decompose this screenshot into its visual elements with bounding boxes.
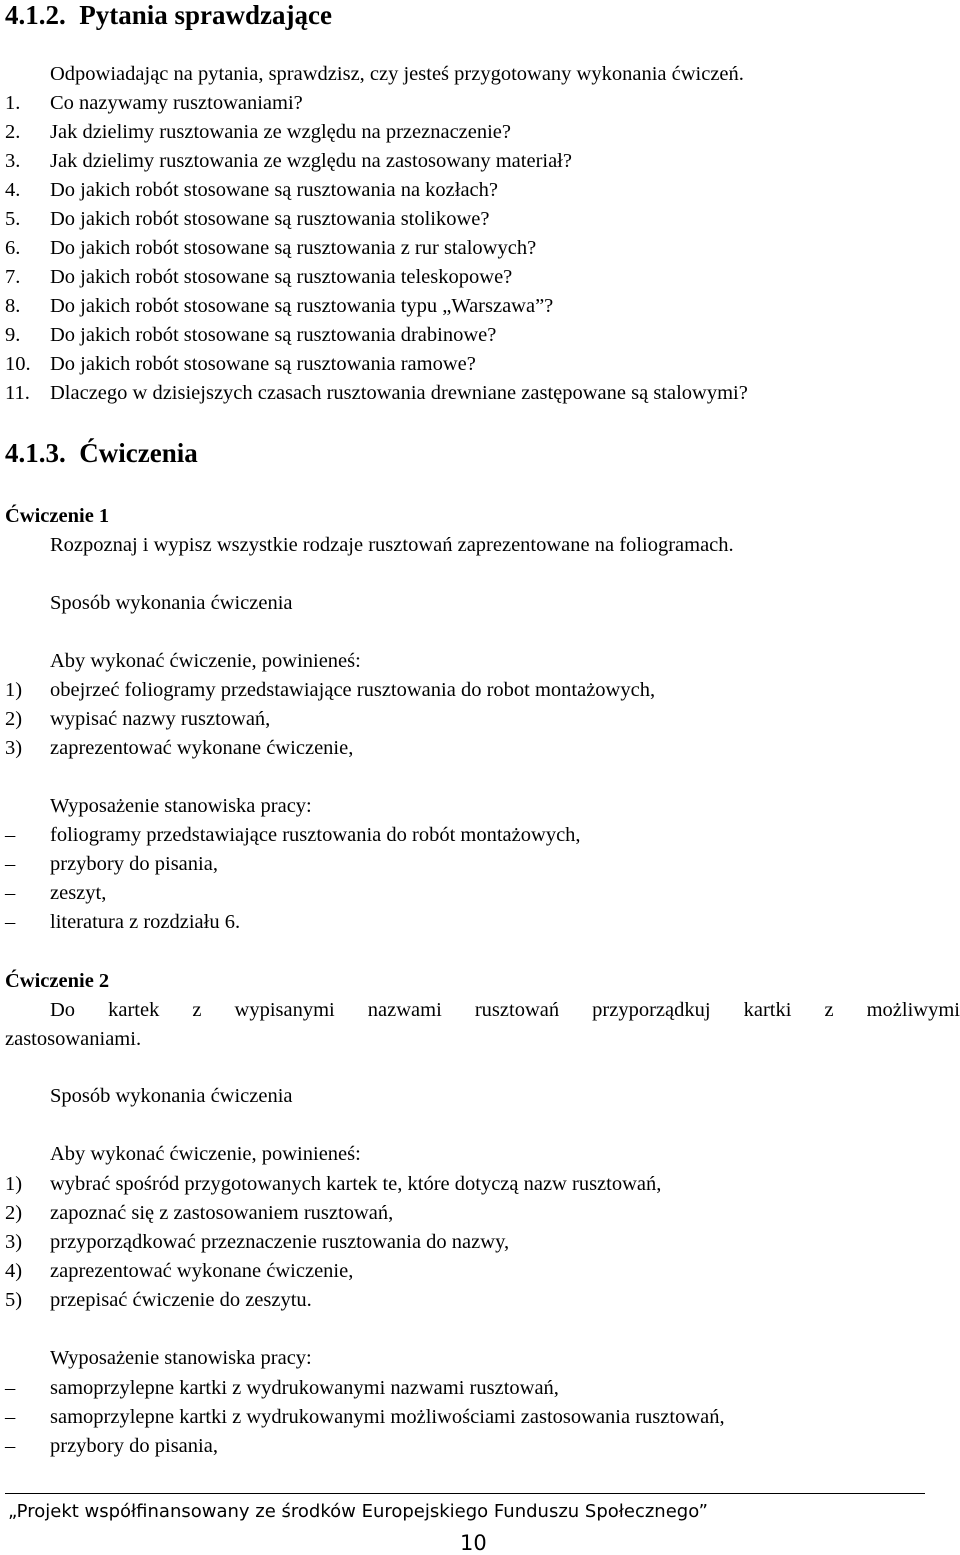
step-number: 1) xyxy=(5,679,23,701)
step-text: przyporządkować przeznaczenie rusztowania do nazwy, xyxy=(50,1231,510,1253)
question-number: 4. xyxy=(5,179,21,201)
step-text: obejrzeć foliogramy przedstawiające rusztowania do robot montażowych, xyxy=(50,679,656,701)
question-number: 9. xyxy=(5,324,21,346)
question-number: 7. xyxy=(5,266,21,288)
question-number: 8. xyxy=(5,295,21,317)
question-text: Do jakich robót stosowane są rusztowania na kozłach? xyxy=(50,179,499,201)
question-text: Do jakich robót stosowane są rusztowania teleskopowe? xyxy=(50,266,513,288)
question-number: 6. xyxy=(5,237,21,259)
section-number: 4.1.2. xyxy=(5,0,66,30)
exercise-2-steps-intro: Aby wykonać ćwiczenie, powinieneś: xyxy=(50,1143,361,1165)
question-number: 1. xyxy=(5,92,21,114)
section-heading-exercises xyxy=(5,438,198,469)
question-text: Do jakich robót stosowane są rusztowania stolikowe? xyxy=(50,208,490,230)
footer-divider xyxy=(5,1493,925,1494)
question-text: Do jakich robót stosowane są rusztowania typu „Warszawa”? xyxy=(50,295,554,317)
step-text: zaprezentować wykonane ćwiczenie, xyxy=(50,1260,354,1282)
equipment-item: foliogramy przedstawiające rusztowania do robót montażowych, xyxy=(50,824,581,846)
question-number: 3. xyxy=(5,150,21,172)
equipment-item: samoprzylepne kartki z wydrukowanymi możliwościami zastosowania rusztowań, xyxy=(50,1406,725,1428)
exercise-1-method-heading: Sposób wykonania ćwiczenia xyxy=(50,592,293,614)
footer-text: „Projekt współfinansowany ze środków Europejskiego Funduszu Społecznego” xyxy=(8,1501,708,1522)
exercise-2-task-line2: zastosowaniami. xyxy=(5,1028,142,1050)
exercise-1-equipment-heading: Wyposażenie stanowiska pracy: xyxy=(50,795,312,817)
section-title: Pytania sprawdzające xyxy=(79,0,332,30)
equipment-item: przybory do pisania, xyxy=(50,853,218,875)
step-number: 3) xyxy=(5,1231,23,1253)
section-title: Ćwiczenia xyxy=(79,438,198,468)
equipment-item: zeszyt, xyxy=(50,882,107,904)
exercise-1-task: Rozpoznaj i wypisz wszystkie rodzaje rusztowań zaprezentowane na foliogramach. xyxy=(50,534,734,556)
exercise-1-steps-intro: Aby wykonać ćwiczenie, powinieneś: xyxy=(50,650,361,672)
equipment-item: literatura z rozdziału 6. xyxy=(50,911,241,933)
exercise-2-equipment-heading: Wyposażenie stanowiska pracy: xyxy=(50,1347,312,1369)
question-text: Jak dzielimy rusztowania ze względu na zastosowany materiał? xyxy=(50,150,572,172)
dash-bullet: – xyxy=(5,1435,16,1457)
exercise-2-task-line1: Do kartek z wypisanymi nazwami rusztowań przyporządkuj kartki z możliwymi xyxy=(50,999,960,1021)
section-number: 4.1.3. xyxy=(5,438,66,468)
equipment-item: przybory do pisania, xyxy=(50,1435,218,1457)
question-number: 11. xyxy=(5,382,30,404)
step-text: wypisać nazwy rusztowań, xyxy=(50,708,271,730)
question-text: Do jakich robót stosowane są rusztowania drabinowe? xyxy=(50,324,497,346)
step-number: 4) xyxy=(5,1260,23,1282)
dash-bullet: – xyxy=(5,1406,16,1428)
step-number: 1) xyxy=(5,1173,23,1195)
question-number: 10. xyxy=(5,353,31,375)
step-text: zaprezentować wykonane ćwiczenie, xyxy=(50,737,354,759)
step-number: 2) xyxy=(5,708,23,730)
exercise-1-title: Ćwiczenie 1 xyxy=(5,505,110,527)
dash-bullet: – xyxy=(5,853,16,875)
dash-bullet: – xyxy=(5,824,16,846)
step-number: 5) xyxy=(5,1289,23,1311)
step-number: 2) xyxy=(5,1202,23,1224)
exercise-2-title: Ćwiczenie 2 xyxy=(5,970,110,992)
question-text: Co nazywamy rusztowaniami? xyxy=(50,92,303,114)
step-text: wybrać spośród przygotowanych kartek te, które dotyczą nazw rusztowań, xyxy=(50,1173,662,1195)
question-text: Dlaczego w dzisiejszych czasach rusztowania drewniane zastępowane są stalowymi? xyxy=(50,382,748,404)
step-number: 3) xyxy=(5,737,23,759)
section-heading-questions xyxy=(5,0,332,31)
step-text: zapoznać się z zastosowaniem rusztowań, xyxy=(50,1202,394,1224)
question-text: Do jakich robót stosowane są rusztowania ramowe? xyxy=(50,353,476,375)
question-text: Jak dzielimy rusztowania ze względu na przeznaczenie? xyxy=(50,121,512,143)
dash-bullet: – xyxy=(5,1377,16,1399)
exercise-2-method-heading: Sposób wykonania ćwiczenia xyxy=(50,1085,293,1107)
question-text: Do jakich robót stosowane są rusztowania z rur stalowych? xyxy=(50,237,537,259)
equipment-item: samoprzylepne kartki z wydrukowanymi nazwami rusztowań, xyxy=(50,1377,559,1399)
dash-bullet: – xyxy=(5,882,16,904)
dash-bullet: – xyxy=(5,911,16,933)
question-number: 5. xyxy=(5,208,21,230)
step-text: przepisać ćwiczenie do zeszytu. xyxy=(50,1289,312,1311)
page-number: 10 xyxy=(460,1531,487,1555)
question-number: 2. xyxy=(5,121,21,143)
questions-intro: Odpowiadając na pytania, sprawdzisz, czy jesteś przygotowany wykonania ćwiczeń. xyxy=(50,63,744,85)
